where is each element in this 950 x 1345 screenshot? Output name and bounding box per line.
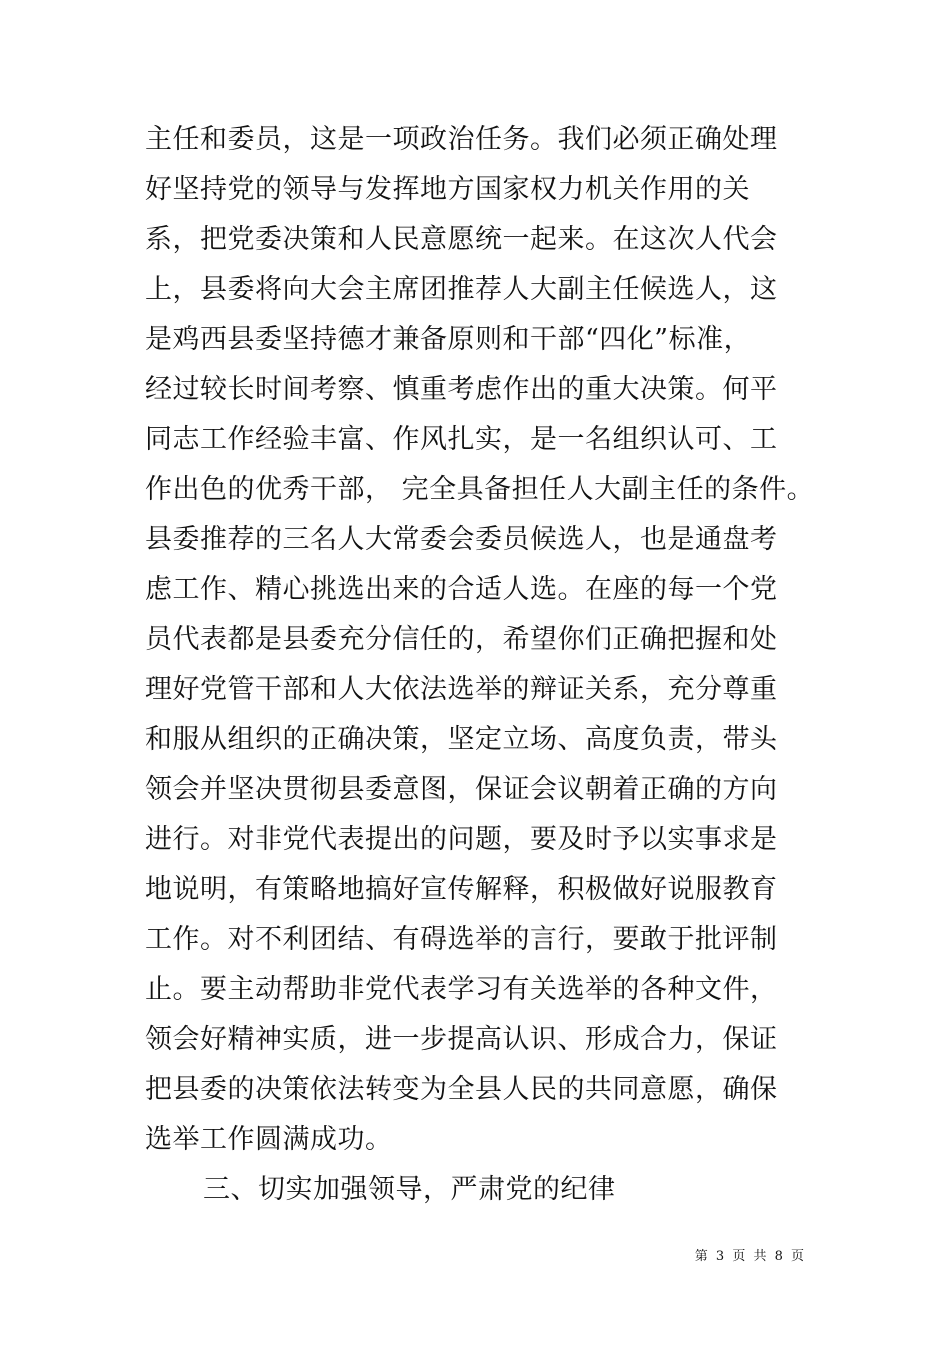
text-line: 选举工作圆满成功。 xyxy=(145,1124,393,1155)
text-line: 进行。对非党代表提出的问题，要及时予以实事求是 xyxy=(145,824,778,855)
text-line: 和服从组织的正确决策，坚定立场、高度负责，带头 xyxy=(145,724,778,755)
body-paragraph xyxy=(145,115,825,1165)
text-line: 工作。对不利团结、有碍选举的言行，要敢于批评制 xyxy=(145,924,778,955)
text-line: 作出色的优秀干部， 完全具备担任人大副主任的条件。 xyxy=(145,474,815,505)
text-line: 好坚持党的领导与发挥地方国家权力机关作用的关 xyxy=(145,174,750,205)
text-line: 系，把党委决策和人民意愿统一起来。在这次人代会 xyxy=(145,224,778,255)
section-heading: 三、切实加强领导，严肃党的纪律 xyxy=(203,1174,616,1205)
text-line: 员代表都是县委充分信任的，希望你们正确把握和处 xyxy=(145,624,778,655)
text-line: 县委推荐的三名人大常委会委员候选人，也是通盘考 xyxy=(145,524,778,555)
text-line: 主任和委员，这是一项政治任务。我们必须正确处理 xyxy=(145,124,778,155)
text-line: 地说明，有策略地搞好宣传解释，积极做好说服教育 xyxy=(145,874,778,905)
text-line: 经过较长时间考察、慎重考虑作出的重大决策。何平 xyxy=(145,374,778,405)
text-line: 虑工作、精心挑选出来的合适人选。在座的每一个党 xyxy=(145,574,778,605)
text-line: 同志工作经验丰富、作风扎实，是一名组织认可、工 xyxy=(145,424,778,455)
text-line: 把县委的决策依法转变为全县人民的共同意愿，确保 xyxy=(145,1074,778,1105)
text-line: 理好党管干部和人大依法选举的辩证关系，充分尊重 xyxy=(145,674,778,705)
text-line: 领会好精神实质，进一步提高认识、形成合力，保证 xyxy=(145,1024,778,1055)
text-line: 领会并坚决贯彻县委意图，保证会议朝着正确的方向 xyxy=(145,774,778,805)
text-line: 上，县委将向大会主席团推荐人大副主任候选人，这 xyxy=(145,274,778,305)
text-line: 止。要主动帮助非党代表学习有关选举的各种文件， xyxy=(145,974,778,1005)
page-number-footer: 第 3 页 共 8 页 xyxy=(694,1249,806,1264)
text-line: 是鸡西县委坚持德才兼备原则和干部“四化”标准， xyxy=(145,324,752,355)
